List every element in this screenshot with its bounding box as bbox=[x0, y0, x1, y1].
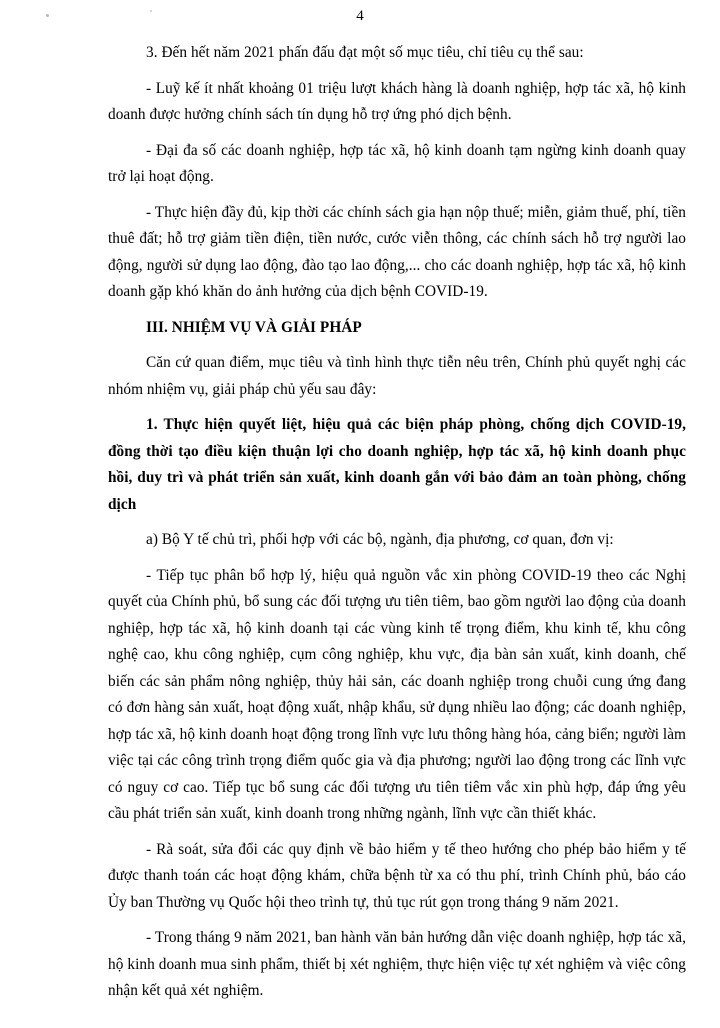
heading-section-iii: III. NHIỆM VỤ VÀ GIẢI PHÁP bbox=[146, 318, 362, 336]
paragraph-bullet-testing-guidance: - Trong tháng 9 năm 2021, ban hành văn bản hướng dẫn việc doanh nghiệp, hợp tác xã, hộ kinh doanh mua sinh phẩm, thiết bị xét nghiệm, thực hiện việc tự xét nghiệm và việc công nhận kết quả xét nghiệm. bbox=[108, 929, 686, 999]
document-body bbox=[108, 40, 686, 1005]
paragraph-bullet-credit-support: - Luỹ kế ít nhất khoảng 01 triệu lượt khách hàng là doanh nghiệp, hợp tác xã, hộ kinh doanh được hưởng chính sách tín dụng hỗ trợ ứng phó dịch bệnh. bbox=[108, 79, 686, 123]
heading-task-1: 1. Thực hiện quyết liệt, hiệu quả các biện pháp phòng, chống dịch COVID-19, đồng thời tạo điều kiện thuận lợi cho doanh nghiệp, hợp tác xã, hộ kinh doanh phục hồi, duy trì và phát triển sản xuất, kinh doanh gắn với bảo đảm an toàn phòng, chống dịch bbox=[108, 416, 686, 513]
page-number: 4 bbox=[356, 8, 364, 24]
paragraph-section-iii-intro: Căn cứ quan điểm, mục tiêu và tình hình thực tiễn nêu trên, Chính phủ quyết nghị các nhóm nhiệm vụ, giải pháp chủ yếu sau đây: bbox=[108, 354, 686, 398]
paragraph-goals-2021: 3. Đến hết năm 2021 phấn đấu đạt một số mục tiêu, chỉ tiêu cụ thể sau: bbox=[146, 44, 584, 61]
paragraph-item-a: a) Bộ Y tế chủ trì, phối hợp với các bộ, ngành, địa phương, cơ quan, đơn vị: bbox=[146, 531, 614, 548]
paragraph-bullet-vaccine-allocation: - Tiếp tục phân bổ hợp lý, hiệu quả nguồn vắc xin phòng COVID-19 theo các Nghị quyết của Chính phủ, bổ sung các đối tượng ưu tiên tiêm, bao gồm người lao động của doanh nghiệp, hợp tác xã, hộ kinh doanh tại các vùng kinh tế trọng điểm, khu kinh tế, khu công nghệ cao, khu công nghiệp, cụm công nghiệp, khu vực, địa bàn sản xuất, kinh doanh, chế biến các sản phẩm nông nghiệp, thủy hải sản, các doanh nghiệp trong chuỗi cung ứng đang có đơn hàng sản xuất, hoạt động xuất, nhập khẩu, sử dụng nhiều lao động; các doanh nghiệp, hợp tác xã, hộ kinh doanh hoạt động trong lĩnh vực lưu thông hàng hóa, cảng biển; người làm việc tại các công trình trọng điểm quốc gia và địa phương; người lao động trong các lĩnh vực có nguy cơ cao. Tiếp tục bổ sung các đối tượng ưu tiên tiêm vắc xin phù hợp, đáp ứng yêu cầu phát triển sản xuất, kinh doanh trong những ngành, lĩnh vực cần thiết khác. bbox=[108, 566, 686, 822]
paragraph-bullet-tax-policies: - Thực hiện đầy đủ, kịp thời các chính sách gia hạn nộp thuế; miễn, giảm thuế, phí, tiền thuê đất; hỗ trợ giảm tiền điện, tiền nước, cước viễn thông, các chính sách hỗ trợ người lao động, người sử dụng lao động, đào tạo lao động,... cho các doanh nghiệp, hợp tác xã, hộ kinh doanh gặp khó khăn do ảnh hưởng của dịch bệnh COVID-19. bbox=[108, 203, 686, 300]
paragraph-bullet-resume-business: - Đại đa số các doanh nghiệp, hợp tác xã, hộ kinh doanh tạm ngừng kinh doanh quay trở lại hoạt động. bbox=[108, 141, 686, 185]
paragraph-bullet-health-insurance: - Rà soát, sửa đổi các quy định về bảo hiểm y tế theo hướng cho phép bảo hiểm y tế được thanh toán các hoạt động khám, chữa bệnh từ xa có thu phí, trình Chính phủ, báo cáo Ủy ban Thường vụ Quốc hội theo trình tự, thủ tục rút gọn trong tháng 9 năm 2021. bbox=[108, 840, 686, 911]
